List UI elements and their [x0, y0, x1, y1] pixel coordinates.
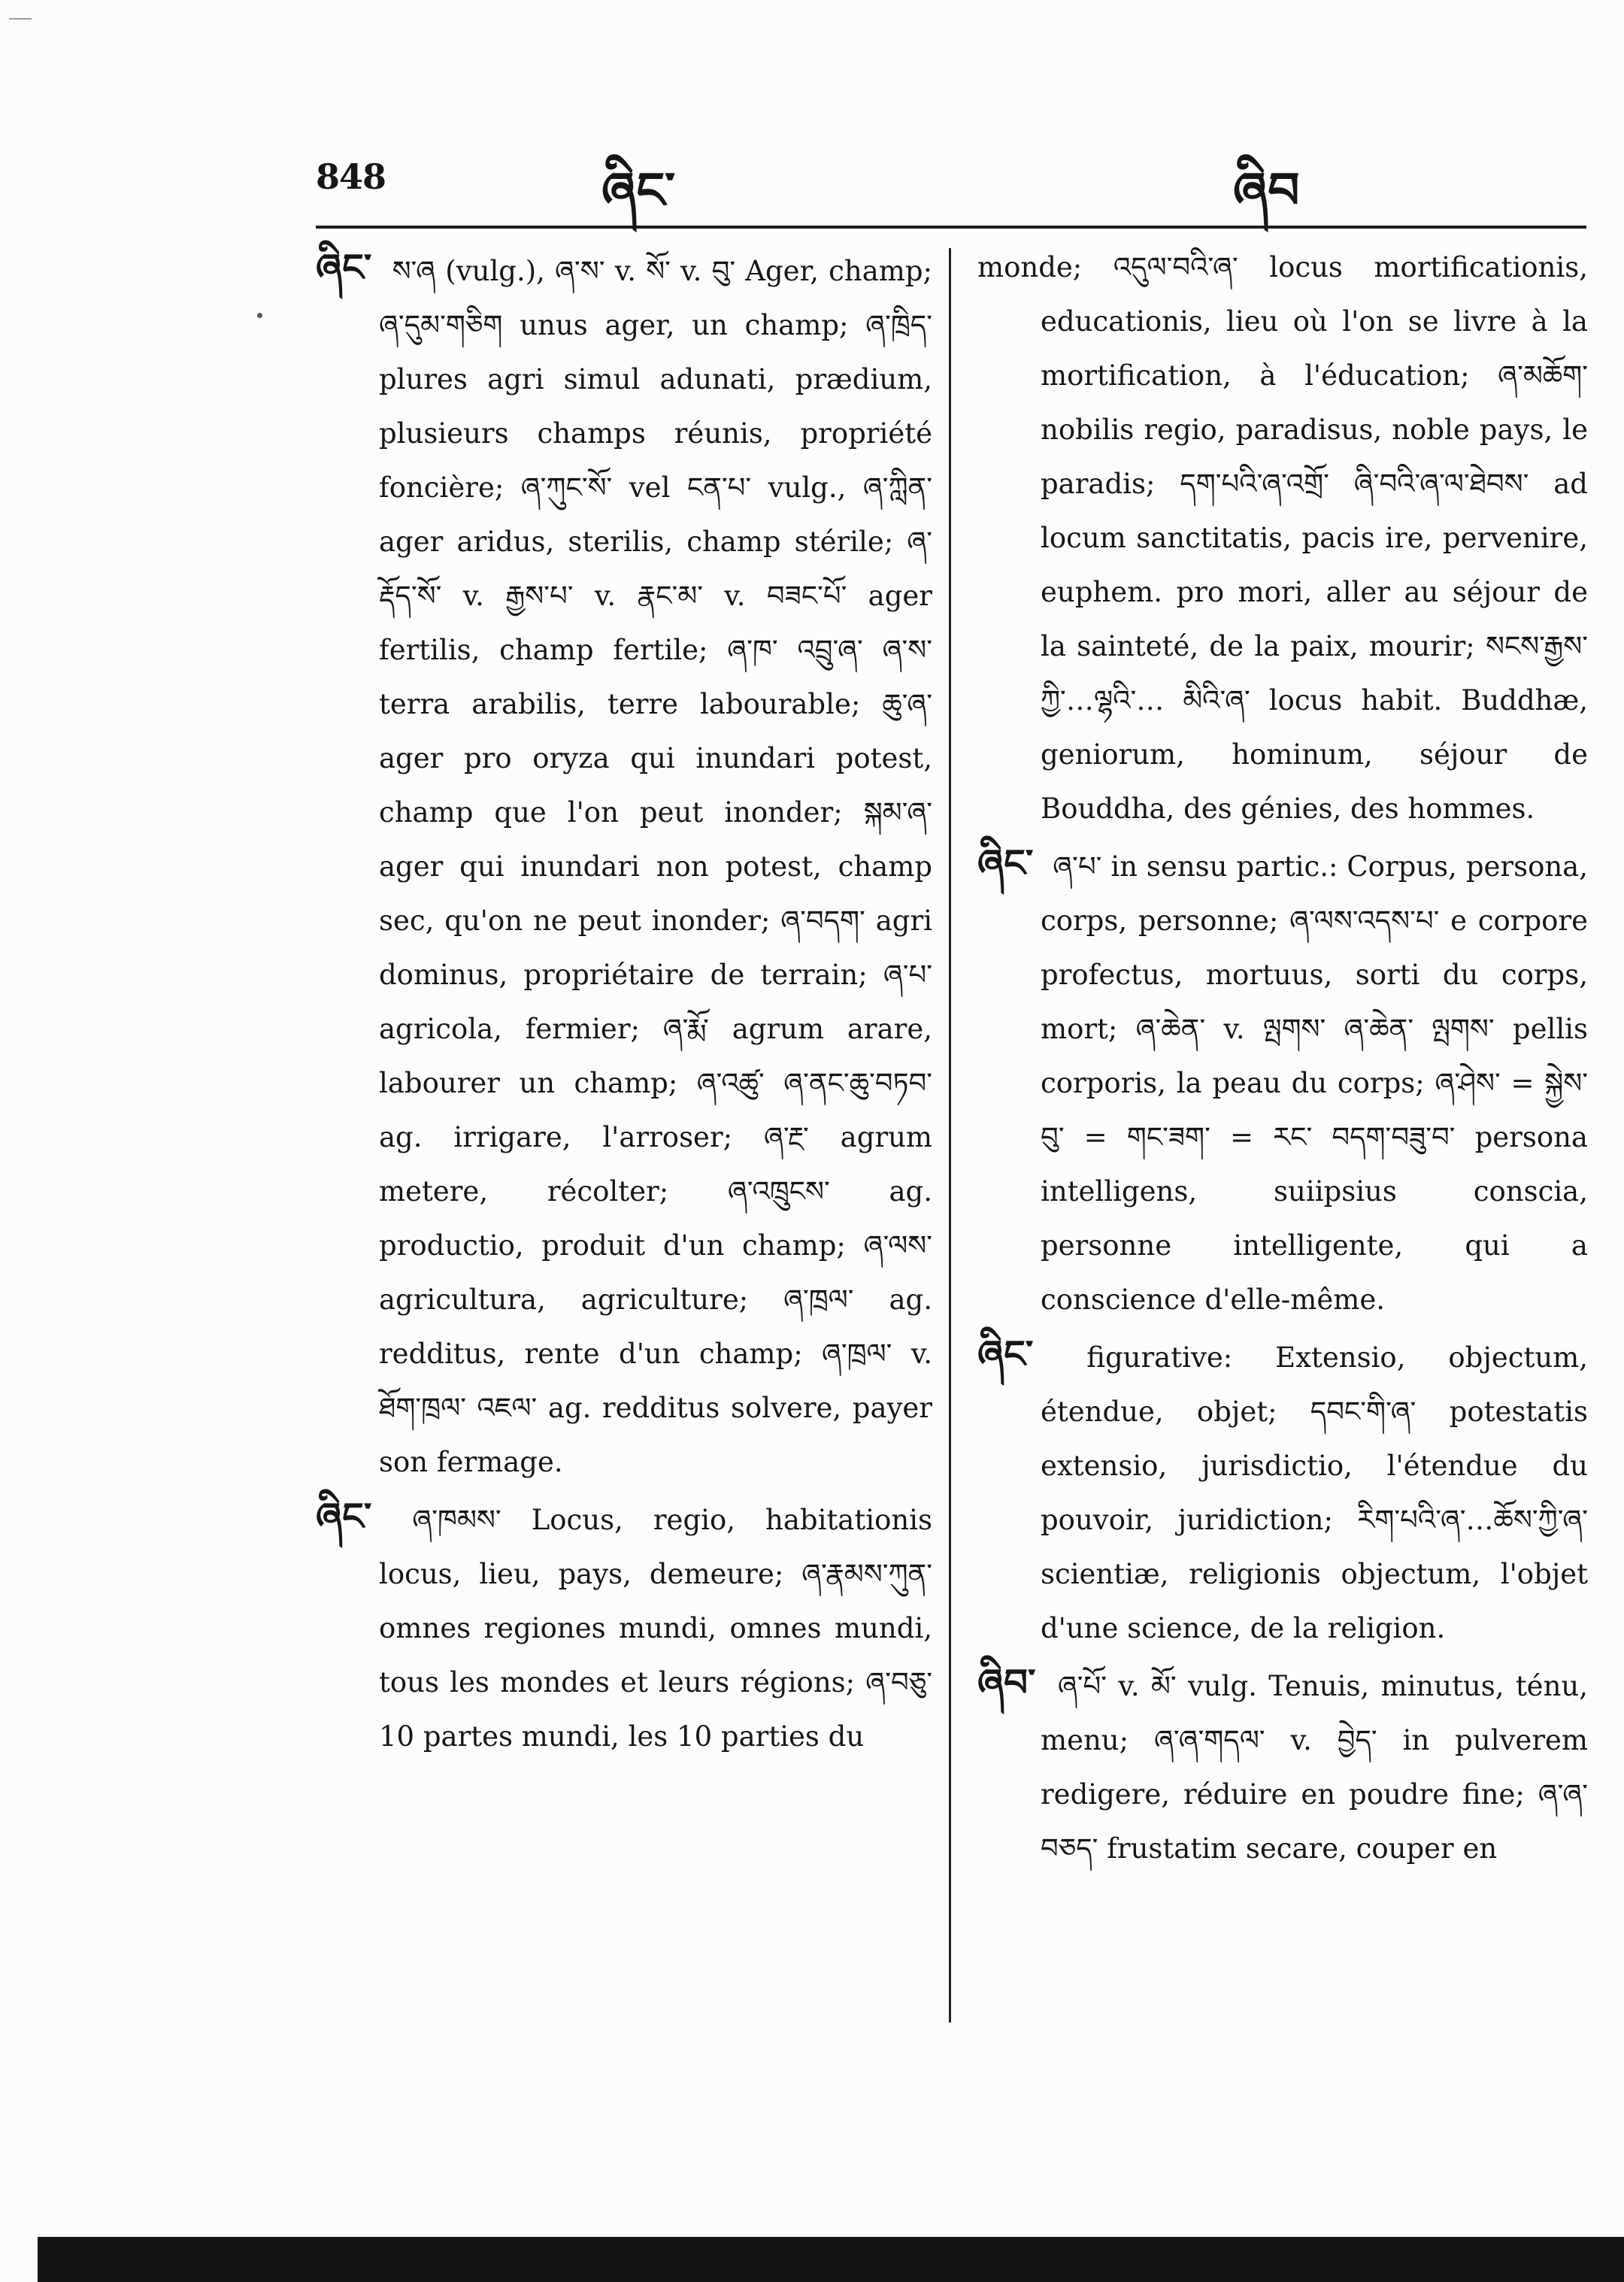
- scan-corner-mark: [9, 18, 32, 20]
- entry-headword: ཞིང་: [977, 1332, 1034, 1376]
- entry-body: ས་ཞ (vulg.), ཞ་ས་ v. སོ་ v. བུ་ Ager, champ; ཞ་དུམ་གཅིག unus ager, un champ; ཞ་ཁྲིད་ plures agri simul adunati, prædium, plusieurs champs réunis, propriété foncière; ཞ་ཀུང་སོ་ vel ངན་པ་ vulg., ཞ་ཀླིན་ ager aridus, sterilis, champ stérile; ཞ་རྡོད་སོ་ v. རྒྱས་པ་ v. རྣང་མ་ v. བཟང་པོ་ ager fertilis, champ fertile; ཞ་ཁ་ འབྲུ་ཞ་ ཞ་ས་ terra arabilis, terre labourable; ཆུ་ཞ་ ager pro oryza qui inundari potest, champ que l'on peut inonder; སྐམ་ཞ་ ager qui inundari non potest, champ sec, qu'on ne peut inonder; ཞ་བདག་ agri dominus, propriétaire de terrain; ཞ་པ་ agricola, fermier; ཞ་རྨོ་ agrum arare, labourer un champ; ཞ་འཚུ་ ཞ་ནང་ཆུ་བཏབ་ ag. irrigare, l'arroser; ཞ་རྔ་ agrum metere, récolter; ཞ་འཁྲུངས་ ag. productio, produit d'un champ; ཞ་ལས་ agricultura, agriculture; ཞ་ཁྲལ་ ag. redditus, rente d'un champ; ཞ་ཁྲལ་ v. ཐོག་ཁྲལ་ འཇལ་ ag. redditus solvere, payer son fermage.: [379, 255, 933, 1478]
- entry-body: figurative: Extensio, objectum, étendue, objet; དབང་གི་ཞ་ potestatis extensio, jurisdictio, l'étendue du pouvoir, juridiction; རིག་པའི་ཞ་…ཆོས་ཀྱི་ཞ་ scientiæ, religionis objectum, l'objet d'une science, de la religion.: [1041, 1341, 1588, 1644]
- entry-body: ཞ་པ་ in sensu partic.: Corpus, persona, corps, personne; ཞ་ལས་འདས་པ་ e corpore profectus, mortuus, sorti du corps, mort; ཞ་ཆེན་ v. ལྤགས་ ཞ་ཆེན་ ལྤགས་ pellis corporis, la peau du corps; ཞ་ཤེས་ = སྐྱེས་བུ་ = གང་ཟག་ = རང་ བདག་བཟུ་བ་ persona intelligens, suiipsius conscia, personne intelligente, qui a conscience d'elle-même.: [1041, 850, 1588, 1316]
- entry-headword: ཞིང་: [316, 245, 372, 289]
- left-column: [316, 241, 932, 1764]
- entry-headword: ཞིང་: [316, 1494, 372, 1538]
- right-column: [977, 241, 1588, 1876]
- dictionary-entry: [316, 1490, 932, 1764]
- entry-headword: ཞིབ་: [977, 1660, 1036, 1705]
- scan-bottom-edge: [38, 2237, 1624, 2282]
- page-header: [0, 135, 1624, 220]
- dictionary-entry: [977, 836, 1588, 1327]
- entry-body: monde; འདུལ་བའི་ཞ་ locus mortificationis, educationis, lieu où l'on se livre à la mortification, à l'éducation; ཞ་མཆོག་ nobilis regio, paradisus, noble pays, le paradis; དག་པའི་ཞ་འགྲོ་ ཞི་བའི་ཞ་ལ་ཐེབས་ ad locum sanctitatis, pacis ire, pervenire, euphem. pro mori, aller au séjour de la sainteté, de la paix, mourir; སངས་རྒྱས་ཀྱི་…ལྷའི་… མིའི་ཞ་ locus habit. Buddhæ, geniorum, hominum, séjour de Bouddha, des génies, des hommes.: [977, 251, 1588, 825]
- header-rule: [316, 226, 1586, 229]
- dictionary-entry: [977, 1327, 1588, 1656]
- guide-word-right: ཞིབ: [1233, 161, 1300, 220]
- page-number: 848: [316, 156, 386, 197]
- scan-speck: [257, 313, 262, 318]
- entry-body: ཞ་ཁམས་ Locus, regio, habitationis locus, lieu, pays, demeure; ཞ་རྣམས་ཀུན་ omnes regiones mundi, omnes mundi, tous les mondes et leurs régions; ཞ་བཅུ་ 10 partes mundi, les 10 parties du: [379, 1504, 932, 1753]
- column-divider: [949, 248, 951, 2023]
- entry-continuation: [977, 241, 1588, 836]
- guide-word-left: ཞིང་: [601, 161, 676, 220]
- entry-body: ཞ་པོ་ v. མོ་ vulg. Tenuis, minutus, ténu, menu; ཞ་ཞ་གདལ་ v. བྱེད་ in pulverem redigere, réduire en poudre fine; ཞ་ཞ་བཅད་ frustatim secare, couper en: [1041, 1670, 1588, 1865]
- dictionary-entry: [977, 1656, 1588, 1876]
- entry-headword: ཞིང་: [977, 841, 1034, 885]
- dictionary-entry: [316, 241, 932, 1490]
